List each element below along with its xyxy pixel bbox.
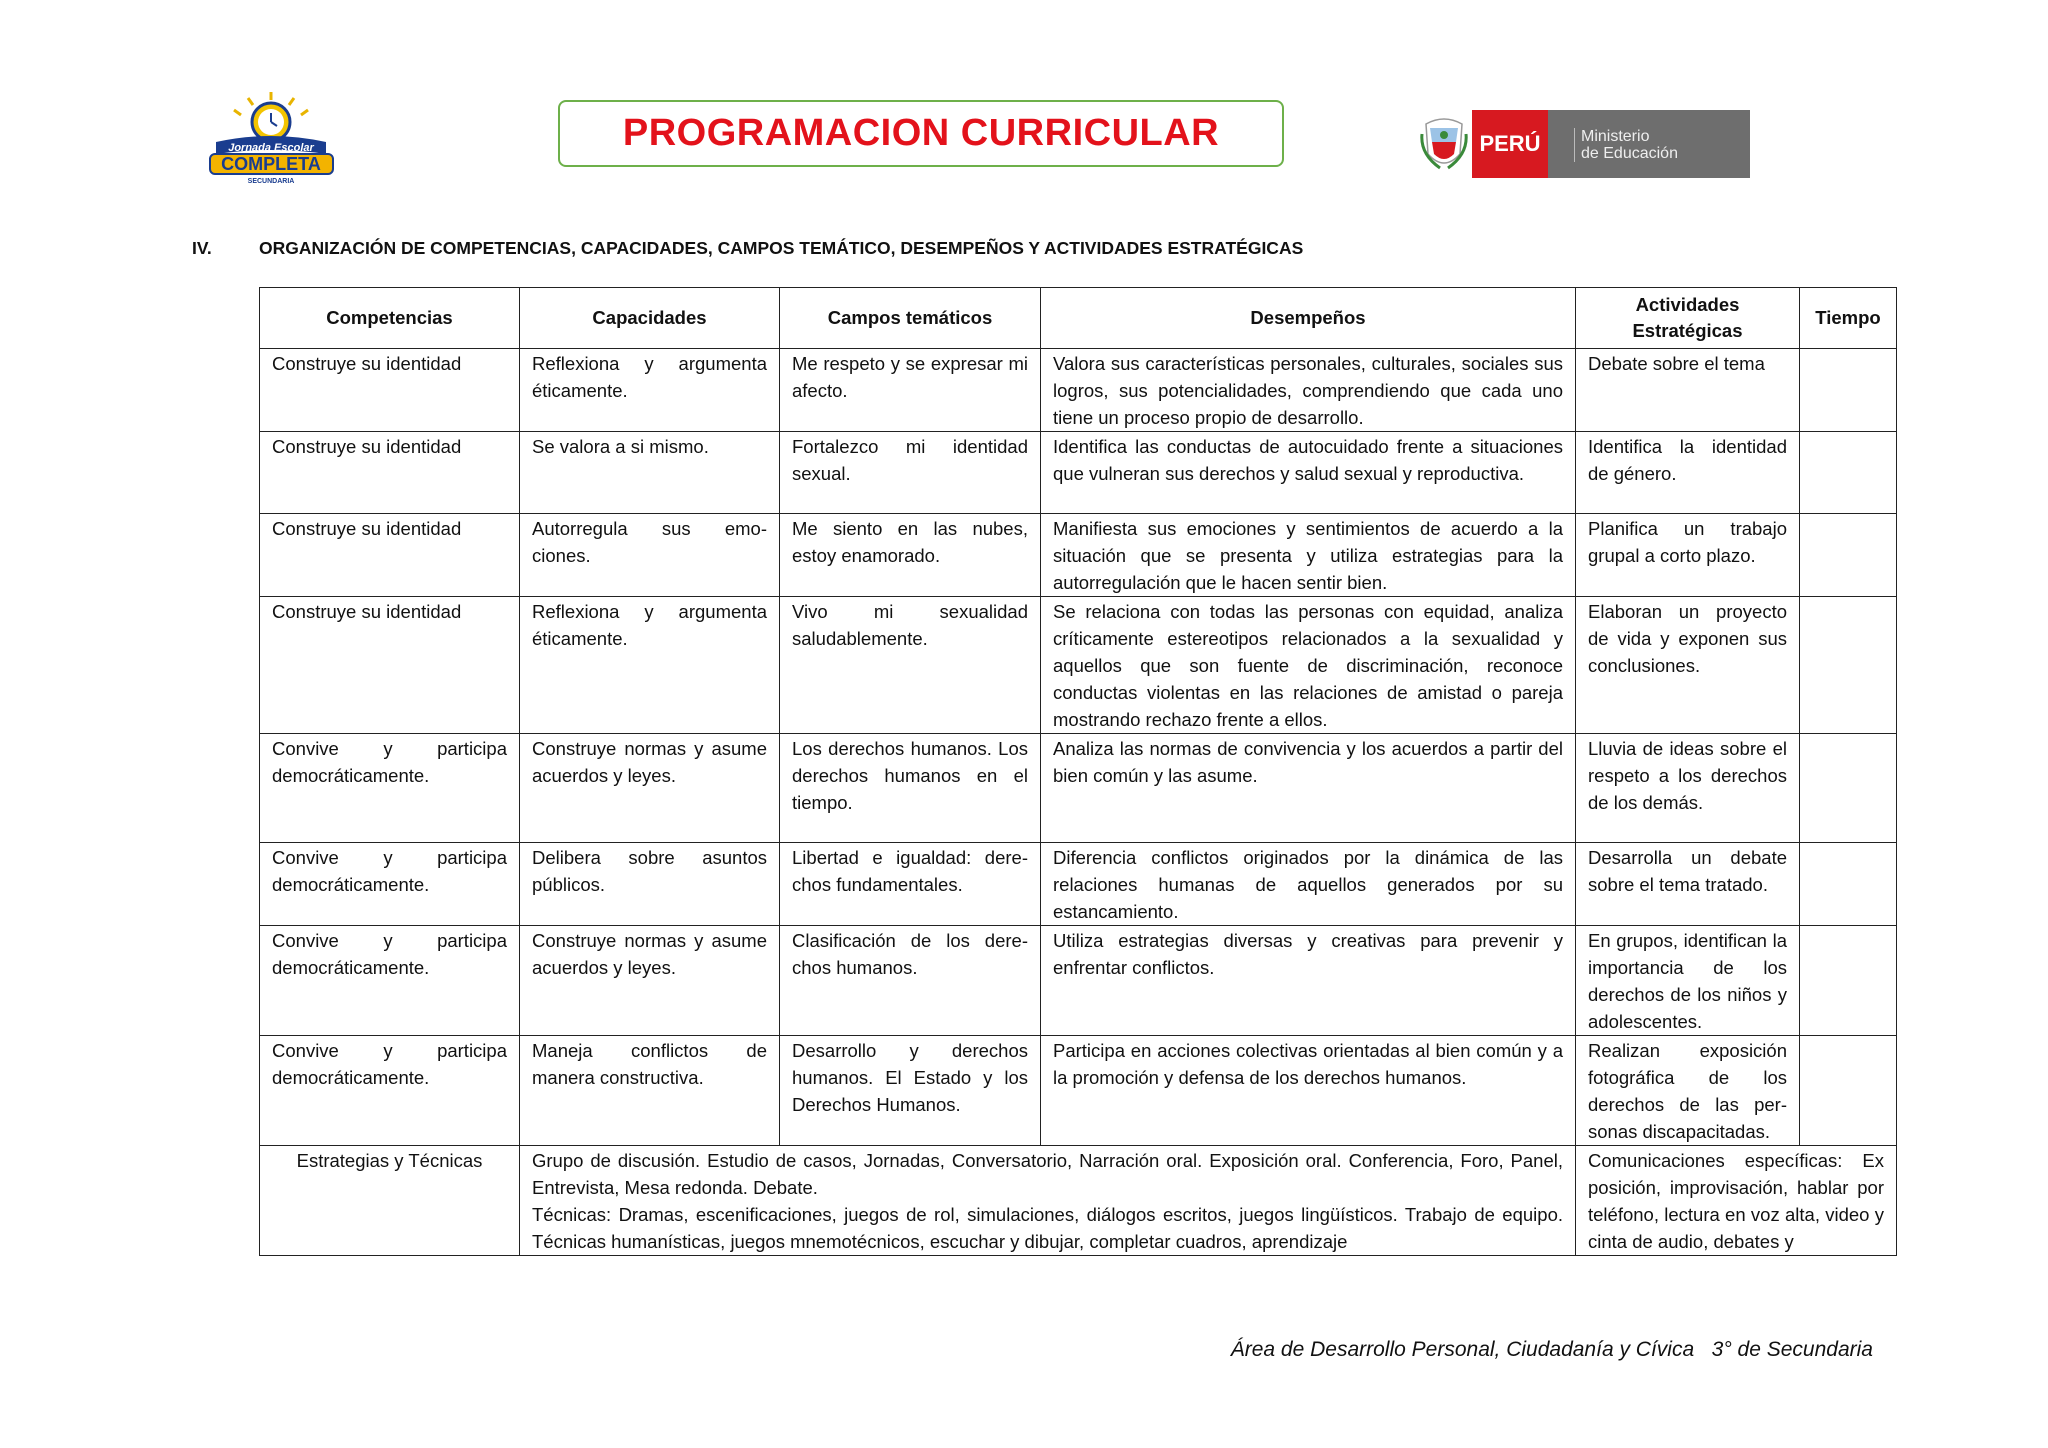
strategies-text: [520, 1146, 1576, 1256]
cell-campo: Me respeto y se expresar mi afecto.: [780, 349, 1041, 432]
cell-desempeno: Participa en acciones colectivas orientadas al bien común y a la promoción y defensa de los derechos humanos.: [1041, 1036, 1576, 1146]
header-actividades: Actividades Estratégicas: [1576, 288, 1800, 349]
cell-desempeno: Manifiesta sus emociones y sentimientos de acuerdo a la situación que se presenta y utiliza estrategias para la autorregulación que le hacen sentir bien.: [1041, 514, 1576, 597]
cell-campo: Los derechos humanos. Los derechos humanos en el tiempo.: [780, 734, 1041, 843]
page-footer: Área de Desarrollo Personal, Ciudadanía y Cívica 3° de Secundaria: [1230, 1338, 1873, 1361]
logo-text-jornada: Jornada Escolar: [228, 142, 314, 154]
strategies-label: Estrategias y Técnicas: [260, 1146, 520, 1256]
cell-competencia: Convive y participa democráticamente.: [260, 843, 520, 926]
cell-campo: Desarrollo y derechos humanos. El Estado y los Derechos Humanos.: [780, 1036, 1041, 1146]
cell-capacidad: Construye normas y asume acuerdos y leyes.: [520, 926, 780, 1036]
header-capacidades: Capacidades: [520, 288, 780, 349]
minedu-peru-label: PERÚ: [1472, 110, 1548, 178]
cell-desempeno: Diferencia conflictos originados por la dinámica de las relaciones humanas de aquellos generados por su estancamiento.: [1041, 843, 1576, 926]
cell-campo: Me siento en las nubes, estoy enamorado.: [780, 514, 1041, 597]
cell-capacidad: Reflexiona y argumenta éticamente.: [520, 597, 780, 734]
table-row: [260, 597, 1897, 734]
minedu-line1: Ministerio: [1581, 128, 1650, 145]
table-row: [260, 514, 1897, 597]
minedu-line2: de Educación: [1581, 145, 1678, 162]
cell-competencia: Construye su identidad: [260, 514, 520, 597]
cell-tiempo: [1800, 349, 1897, 432]
peru-coat-of-arms-icon: [1420, 114, 1468, 174]
cell-tiempo: [1800, 597, 1897, 734]
header-tiempo: Tiempo: [1800, 288, 1897, 349]
title-box: [558, 100, 1284, 167]
cell-desempeno: Utiliza estrategias diversas y creativas para prevenir y enfrentar conflictos.: [1041, 926, 1576, 1036]
cell-actividad: En grupos, identifican la importancia de los derechos de los niños y adolescentes.: [1576, 926, 1800, 1036]
cell-tiempo: [1800, 1036, 1897, 1146]
cell-actividad: Elaboran un proyecto de vida y exponen sus conclusiones.: [1576, 597, 1800, 734]
cell-capacidad: Reflexiona y argumenta éticamente.: [520, 349, 780, 432]
header-campos: Campos temáticos: [780, 288, 1041, 349]
cell-competencia: Convive y participa democráticamente.: [260, 1036, 520, 1146]
curriculum-table: [259, 287, 1897, 1256]
strategies-right: [1576, 1146, 1897, 1256]
cell-capacidad: Se valora a si mismo.: [520, 432, 780, 514]
cell-desempeno: Valora sus características personales, culturales, sociales sus logros, sus potencialidades, comprendiendo que cada uno tiene un proceso propio de desarrollo.: [1041, 349, 1576, 432]
cell-actividad: Realizan exposición fotográfica de los derechos de las per-sonas discapacitadas.: [1576, 1036, 1800, 1146]
cell-campo: Fortalezco mi identidad sexual.: [780, 432, 1041, 514]
cell-competencia: Construye su identidad: [260, 349, 520, 432]
cell-campo: Clasificación de los dere-chos humanos.: [780, 926, 1041, 1036]
logo-text-completa: COMPLETA: [221, 154, 321, 174]
cell-campo: Libertad e igualdad: dere-chos fundamentales.: [780, 843, 1041, 926]
cell-capacidad: Construye normas y asume acuerdos y leyes.: [520, 734, 780, 843]
jornada-escolar-completa-logo: [204, 90, 339, 185]
cell-competencia: Convive y participa democráticamente.: [260, 734, 520, 843]
table-row: [260, 432, 1897, 514]
cell-competencia: Construye su identidad: [260, 432, 520, 514]
cell-tiempo: [1800, 926, 1897, 1036]
cell-actividad: Lluvia de ideas sobre el respeto a los derechos de los demás.: [1576, 734, 1800, 843]
table-row: [260, 926, 1897, 1036]
cell-actividad: Identifica la identidad de género.: [1576, 432, 1800, 514]
strategies-right-text: Comunicaciones específicas: Ex posición, improvisación, hablar por teléfono, lectura en voz alta, video y cinta de audio, debates y: [1588, 1150, 1884, 1252]
section-title: ORGANIZACIÓN DE COMPETENCIAS, CAPACIDADES, CAMPOS TEMÁTICO, DESEMPEÑOS Y ACTIVIDADES ESTRATÉGICAS: [259, 238, 1304, 258]
cell-actividad: Planifica un trabajo grupal a corto plazo.: [1576, 514, 1800, 597]
logo-text-secundaria: SECUNDARIA: [247, 178, 295, 185]
cell-capacidad: Delibera sobre asuntos públicos.: [520, 843, 780, 926]
page-title: PROGRAMACION CURRICULAR: [622, 112, 1220, 154]
table-row: [260, 1036, 1897, 1146]
strategies-line2: Técnicas: Dramas, escenificaciones, juegos de rol, simulaciones, diálogos escritos, juegos lingüísticos. Trabajo de equipo. Técnicas humanísticas, juegos mnemotécnicos, escuchar y dibujar, completar cuadros, aprendizaje: [532, 1204, 1563, 1252]
table-row: [260, 843, 1897, 926]
cell-desempeno: Identifica las conductas de autocuidado frente a situaciones que vulneran sus derechos y salud sexual y reproductiva.: [1041, 432, 1576, 514]
table-row: [260, 349, 1897, 432]
cell-tiempo: [1800, 843, 1897, 926]
cell-actividad: Desarrolla un debate sobre el tema tratado.: [1576, 843, 1800, 926]
cell-competencia: Construye su identidad: [260, 597, 520, 734]
cell-capacidad: Maneja conflictos de manera constructiva.: [520, 1036, 780, 1146]
section-number: IV.: [192, 238, 212, 258]
header-competencias: Competencias: [260, 288, 520, 349]
cell-competencia: Convive y participa democráticamente.: [260, 926, 520, 1036]
cell-tiempo: [1800, 734, 1897, 843]
minedu-ministry-label: [1548, 110, 1750, 178]
cell-capacidad: Autorregula sus emo-ciones.: [520, 514, 780, 597]
cell-actividad: Debate sobre el tema: [1576, 349, 1800, 432]
minedu-logo: [1420, 108, 1750, 180]
strategies-row: [260, 1146, 1897, 1256]
cell-tiempo: [1800, 514, 1897, 597]
table-row: [260, 734, 1897, 843]
cell-desempeno: Se relaciona con todas las personas con equidad, analiza críticamente estereotipos relacionados a la sexualidad y aquellos que son fuente de discriminación, reconoce conductas violentas en las relaciones de amistad o pareja mostrando rechazo frente a ellos.: [1041, 597, 1576, 734]
strategies-line1: Grupo de discusión. Estudio de casos, Jornadas, Conversatorio, Narración oral. Exposición oral. Conferencia, Foro, Panel, Entrevista, Mesa redonda. Debate.: [532, 1150, 1563, 1198]
cell-campo: Vivo mi sexualidad saludablemente.: [780, 597, 1041, 734]
cell-desempeno: Analiza las normas de convivencia y los acuerdos a partir del bien común y las asume.: [1041, 734, 1576, 843]
table-header-row: [260, 288, 1897, 349]
header-desempenos: Desempeños: [1041, 288, 1576, 349]
cell-tiempo: [1800, 432, 1897, 514]
